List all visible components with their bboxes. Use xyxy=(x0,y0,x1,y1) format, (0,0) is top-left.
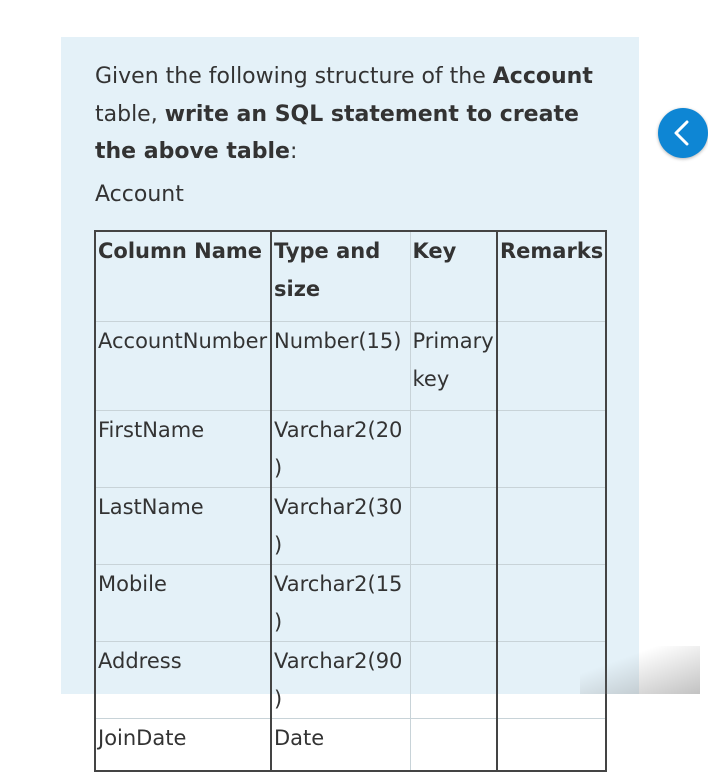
header-type-and-size: Type and size xyxy=(271,231,410,322)
table-header-row xyxy=(95,231,606,322)
cell-column-name: Mobile xyxy=(95,565,271,642)
cell-remarks xyxy=(497,565,606,642)
table-row xyxy=(95,488,606,565)
question-part-1: Given the following structure of the xyxy=(95,64,493,89)
cell-remarks xyxy=(497,642,606,719)
header-column-name: Column Name xyxy=(95,231,271,322)
table-row xyxy=(95,719,606,772)
cell-column-name: LastName xyxy=(95,488,271,565)
cell-remarks xyxy=(497,411,606,488)
cell-remarks xyxy=(497,488,606,565)
cell-type: Date xyxy=(271,719,410,772)
table-title: Account xyxy=(95,182,184,207)
table-row xyxy=(95,411,606,488)
cell-type: Number(15) xyxy=(271,322,410,411)
table-row xyxy=(95,642,606,719)
account-structure-table xyxy=(94,230,607,772)
cell-key xyxy=(410,488,497,565)
cell-key xyxy=(410,565,497,642)
question-text xyxy=(95,58,595,171)
cell-type: Varchar2(30) xyxy=(271,488,410,565)
cell-column-name: FirstName xyxy=(95,411,271,488)
cell-remarks xyxy=(497,719,606,772)
question-part-3: table, xyxy=(95,101,165,127)
question-part-2: Account xyxy=(492,64,593,89)
cell-column-name: AccountNumber xyxy=(95,322,271,411)
cell-type: Varchar2(90) xyxy=(271,642,410,719)
cell-column-name: JoinDate xyxy=(95,719,271,772)
cell-type: Varchar2(15) xyxy=(271,565,410,642)
cell-key xyxy=(410,719,497,772)
table-row xyxy=(95,565,606,642)
cell-column-name: Address xyxy=(95,642,271,719)
header-key: Key xyxy=(410,231,497,322)
cell-key: Primary key xyxy=(410,322,497,411)
cell-type: Varchar2(20) xyxy=(271,411,410,488)
header-remarks: Remarks xyxy=(497,231,606,322)
cell-remarks xyxy=(497,322,606,411)
cell-key xyxy=(410,411,497,488)
table-row xyxy=(95,322,606,411)
previous-page-button[interactable] xyxy=(658,108,708,158)
question-part-5: : xyxy=(289,139,298,164)
chevron-left-icon xyxy=(668,118,698,148)
cell-key xyxy=(410,642,497,719)
question-part-4: write an SQL statement to create the above table xyxy=(95,101,579,164)
